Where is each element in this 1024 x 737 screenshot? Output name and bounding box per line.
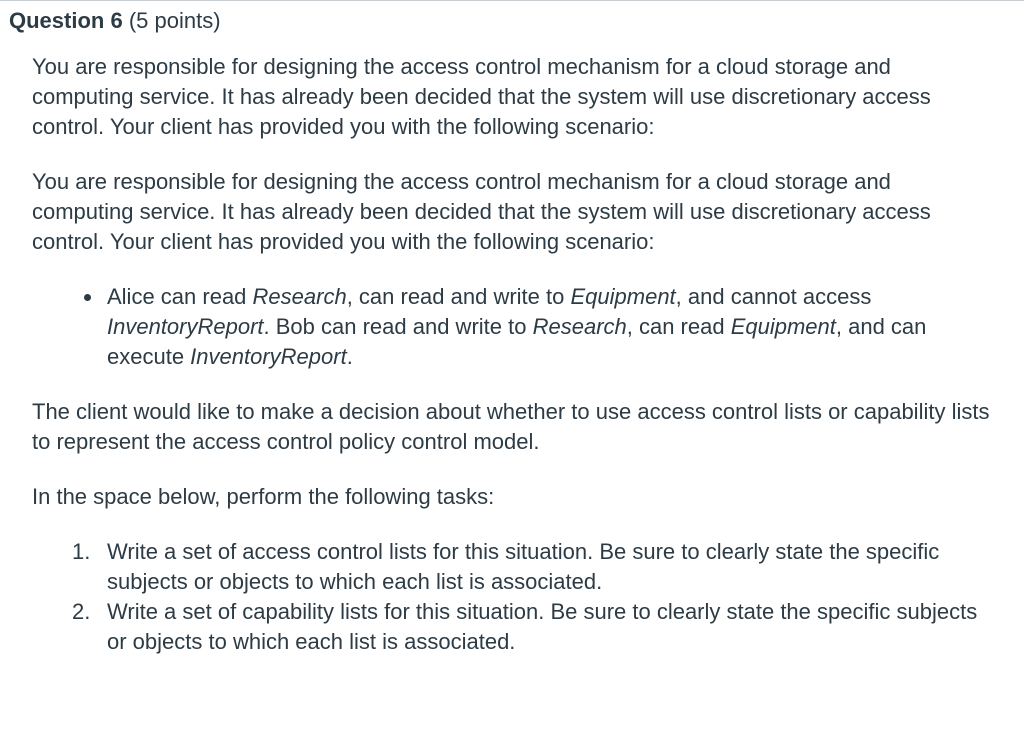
question-body <box>32 52 992 657</box>
object-equipment: Equipment <box>730 314 836 339</box>
question-points: (5 points) <box>128 8 221 33</box>
object-equipment: Equipment <box>570 284 676 309</box>
intro-paragraph-2: You are responsible for designing the access control mechanism for a cloud storage and computing service. It has already been decided that the system will use discretionary access control. Your client has provided you with the following scenario: <box>32 169 931 254</box>
task-text: Write a set of capability lists for this situation. Be sure to clearly state the specific subjects or objects to which each list is associated. <box>107 599 978 654</box>
object-research: Research <box>252 284 347 309</box>
decision-paragraph: The client would like to make a decision about whether to use access control lists or capability lists to represent the access control policy control model. <box>32 399 990 454</box>
object-inventory-report: InventoryReport <box>107 314 264 339</box>
task-number: 2. <box>72 599 91 624</box>
task-item <box>72 597 992 657</box>
question-title: Question 6 <box>9 8 123 33</box>
object-inventory-report: InventoryReport <box>190 344 347 369</box>
scenario-item: Alice can read Research, can read and write to Equipment, and cannot access InventoryReport. Bob can read and write to Research, can read Equipment, and can execute InventoryReport. <box>107 282 992 372</box>
tasks-intro-paragraph: In the space below, perform the following tasks: <box>32 484 495 509</box>
scenario-list <box>32 282 992 372</box>
task-item <box>72 537 992 597</box>
question-header <box>0 0 1024 40</box>
task-number: 1. <box>72 539 91 564</box>
task-list <box>32 537 992 657</box>
task-text: Write a set of access control lists for this situation. Be sure to clearly state the specific subjects or objects to which each list is associated. <box>107 539 940 594</box>
intro-paragraph-1: You are responsible for designing the access control mechanism for a cloud storage and computing service. It has already been decided that the system will use discretionary access control. Your client has provided you with the following scenario: <box>32 54 931 139</box>
object-research: Research <box>532 314 627 339</box>
